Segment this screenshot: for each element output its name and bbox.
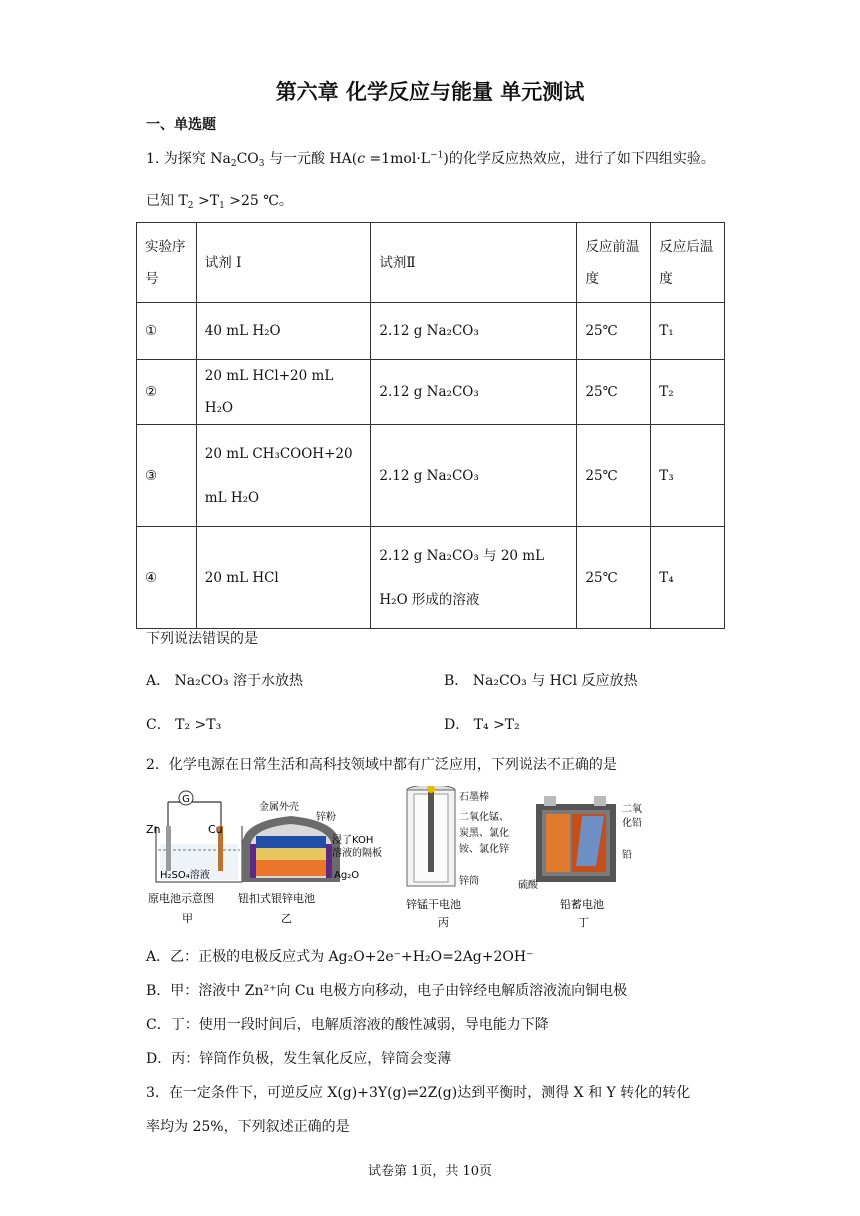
q2-option-d[interactable]: D．丙：锌筒作负极，发生氧化反应，锌筒会变薄	[146, 1051, 452, 1067]
table-row	[137, 360, 725, 425]
q3-stem-line1: 3．在一定条件下，可逆反应 X(g)+3Y(g)⇌2Z(g)达到平衡时，测得 X 和 Y 转化的转化	[146, 1085, 691, 1101]
cu-label: Cu	[208, 823, 223, 836]
table-cell: 25℃	[577, 303, 651, 360]
table-cell: 25℃	[577, 425, 651, 527]
table-cell: 2.12 g Na₂CO₃	[371, 425, 577, 527]
cap-bing-2: 丙	[438, 916, 449, 929]
table-cell: 40 mL H₂O	[196, 303, 371, 360]
q2-stem: 2．化学电源在日常生活和高科技领域中都有广泛应用，下列说法不正确的是	[146, 757, 617, 773]
table-cell: 20 mL CH₃COOH+20 mL H₂O	[196, 425, 371, 527]
page-footer: 试卷第 1页，共 10页	[367, 1164, 493, 1179]
mix-label-3: 铵、氯化锌	[459, 844, 509, 855]
galvanic-cell-drawing	[156, 791, 242, 882]
table-cell: ①	[137, 303, 197, 360]
table-cell: T₂	[651, 360, 725, 425]
koh-label-1: 浸了KOH	[332, 835, 374, 846]
table-row	[137, 527, 725, 629]
table-cell: T₄	[651, 527, 725, 629]
table-cell: 20 mL HCl+20 mL H₂O	[196, 360, 371, 425]
table-header-cell: 试剂 I	[196, 223, 371, 303]
q1-option-d[interactable]: D． T₄ >T₂	[444, 717, 520, 733]
cap-jia-2: 甲	[182, 912, 193, 925]
table-cell: 2.12 g Na₂CO₃	[371, 360, 577, 425]
solution-label: H₂SO₄溶液	[160, 870, 210, 881]
acid-label: 硫酸	[518, 880, 538, 891]
experiment-table	[136, 222, 725, 629]
table-cell: 20 mL HCl	[196, 527, 371, 629]
table-cell: 2.12 g Na₂CO₃	[371, 303, 577, 360]
zinc-powder-label: 锌粉	[316, 812, 336, 823]
mix-label-1: 二氧化锰、	[459, 812, 509, 823]
cap-jia-1: 原电池示意图	[148, 892, 214, 905]
cap-ding-1: 铅蓄电池	[560, 898, 604, 911]
pbo2-label-2: 化铅	[622, 818, 642, 829]
table-header-cell: 反应后温度	[651, 223, 725, 303]
q1-option-a[interactable]: A． Na₂CO₃ 溶于水放热	[146, 673, 304, 689]
galvanometer-label: G	[182, 794, 190, 805]
q2-option-a[interactable]: A．乙：正极的电极反应式为 Ag₂O+2e⁻+H₂O=2Ag+2OH⁻	[146, 949, 534, 965]
table-header-cell: 反应前温度	[577, 223, 651, 303]
table-header-row	[137, 223, 725, 303]
koh-label-2: 溶液的隔板	[332, 848, 382, 859]
cap-ding-2: 丁	[578, 916, 589, 929]
shell-label: 金属外壳	[259, 802, 299, 813]
table-header-cell: 实验序号	[137, 223, 197, 303]
section-heading: 一、单选题	[146, 117, 216, 133]
table-cell: 25℃	[577, 527, 651, 629]
lead-acid-drawing	[536, 796, 616, 882]
cap-yi-2: 乙	[281, 912, 292, 925]
table-row	[137, 303, 725, 360]
table-cell: ③	[137, 425, 197, 527]
graphite-label: 石墨棒	[459, 792, 489, 803]
q1-option-c[interactable]: C． T₂ >T₃	[146, 717, 222, 733]
q1-ask: 下列说法错误的是	[146, 631, 258, 647]
table-cell: ②	[137, 360, 197, 425]
q1-option-b[interactable]: B． Na₂CO₃ 与 HCl 反应放热	[444, 673, 638, 689]
table-cell: 2.12 g Na₂CO₃ 与 20 mL H₂O 形成的溶液	[371, 527, 577, 629]
table-header-cell: 试剂Ⅱ	[371, 223, 577, 303]
cap-bing-1: 锌锰干电池	[406, 898, 461, 911]
table-cell: T₁	[651, 303, 725, 360]
zn-label: Zn	[146, 823, 161, 836]
mix-label-2: 炭黑、氯化	[459, 828, 509, 839]
table-cell: ④	[137, 527, 197, 629]
battery-illustration	[146, 786, 666, 936]
q1-stem-line2: 已知 $T_2 >T_1 >25$ ℃。	[146, 193, 293, 211]
q2-option-b[interactable]: B．甲：溶液中 Zn²⁺向 Cu 电极方向移动，电子由锌经电解质溶液流向铜电极	[146, 983, 628, 999]
table-cell: 25℃	[577, 360, 651, 425]
q3-stem-line2: 率均为 25%，下列叙述正确的是	[146, 1119, 350, 1135]
q1-stem-line1: 1. 为探究 $Na_2CO_3$ 与一元酸 $HA(c =1mol\cdot L^{-1})$的化学反应热效应，进行了如下四组实验。	[146, 150, 715, 169]
q2-option-c[interactable]: C．丁：使用一段时间后，电解质溶液的酸性减弱，导电能力下降	[146, 1017, 549, 1033]
ag2o-label: Ag₂O	[334, 870, 360, 881]
cap-yi-1: 钮扣式银锌电池	[238, 892, 315, 905]
dry-cell-drawing	[407, 786, 455, 886]
button-cell-drawing	[242, 816, 340, 882]
pbo2-label-1: 二氧	[622, 804, 642, 815]
pb-label: 铅	[622, 850, 632, 861]
zinc-can-label: 锌筒	[459, 876, 479, 887]
page-title: 第六章 化学反应与能量 单元测试	[275, 80, 585, 104]
table-cell: T₃	[651, 425, 725, 527]
table-row	[137, 425, 725, 527]
battery-figure	[146, 786, 666, 936]
